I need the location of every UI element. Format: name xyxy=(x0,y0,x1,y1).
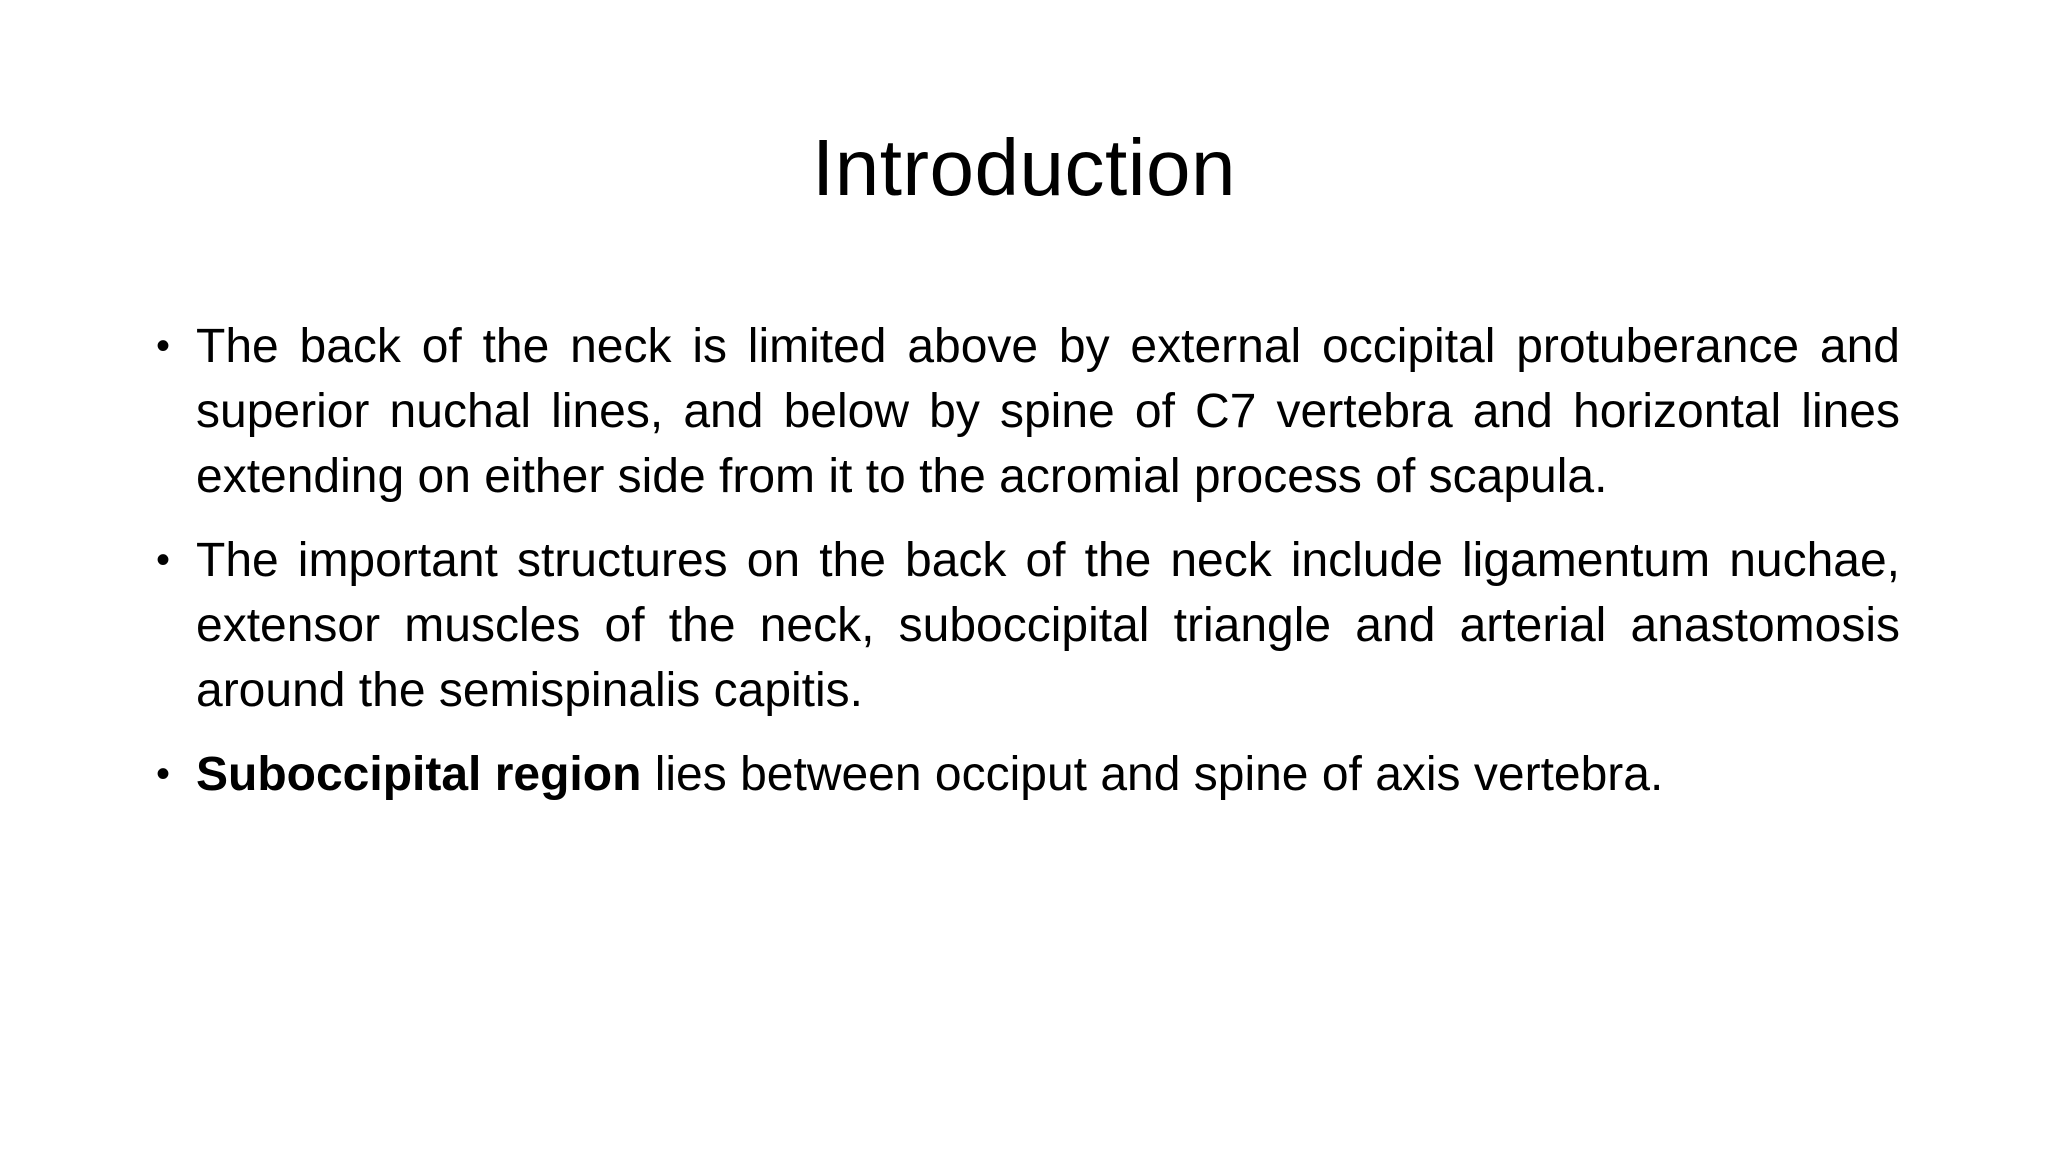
bullet-text xyxy=(196,742,1900,807)
bullet-text xyxy=(196,314,1900,509)
bullet-list xyxy=(156,314,1900,807)
bullet-body: The back of the neck is limited above by external occipital protuberance and superior nuchal lines, and below by spine of C7 vertebra and horizontal lines extending on either side from it to the acromial process of scapula. xyxy=(196,320,1900,503)
bullet-item-important-structures xyxy=(156,528,1900,723)
bullet-body: The important structures on the back of the neck include ligamentum nuchae, extensor muscles of the neck, suboccipital triangle and arterial anastomosis around the semispinalis capitis. xyxy=(196,534,1900,717)
bullet-text xyxy=(196,528,1900,723)
bullet-item-suboccipital-region xyxy=(156,742,1900,807)
bullet-item-neck-boundaries xyxy=(156,314,1900,509)
slide-title: Introduction xyxy=(811,123,1237,212)
bullet-dot-icon: • xyxy=(156,538,171,582)
bold-term: Suboccipital region xyxy=(196,748,642,801)
bullet-body: lies between occiput and spine of axis vertebra. xyxy=(641,748,1664,801)
bullet-dot-icon: • xyxy=(156,752,171,796)
bullet-dot-icon: • xyxy=(156,324,171,368)
